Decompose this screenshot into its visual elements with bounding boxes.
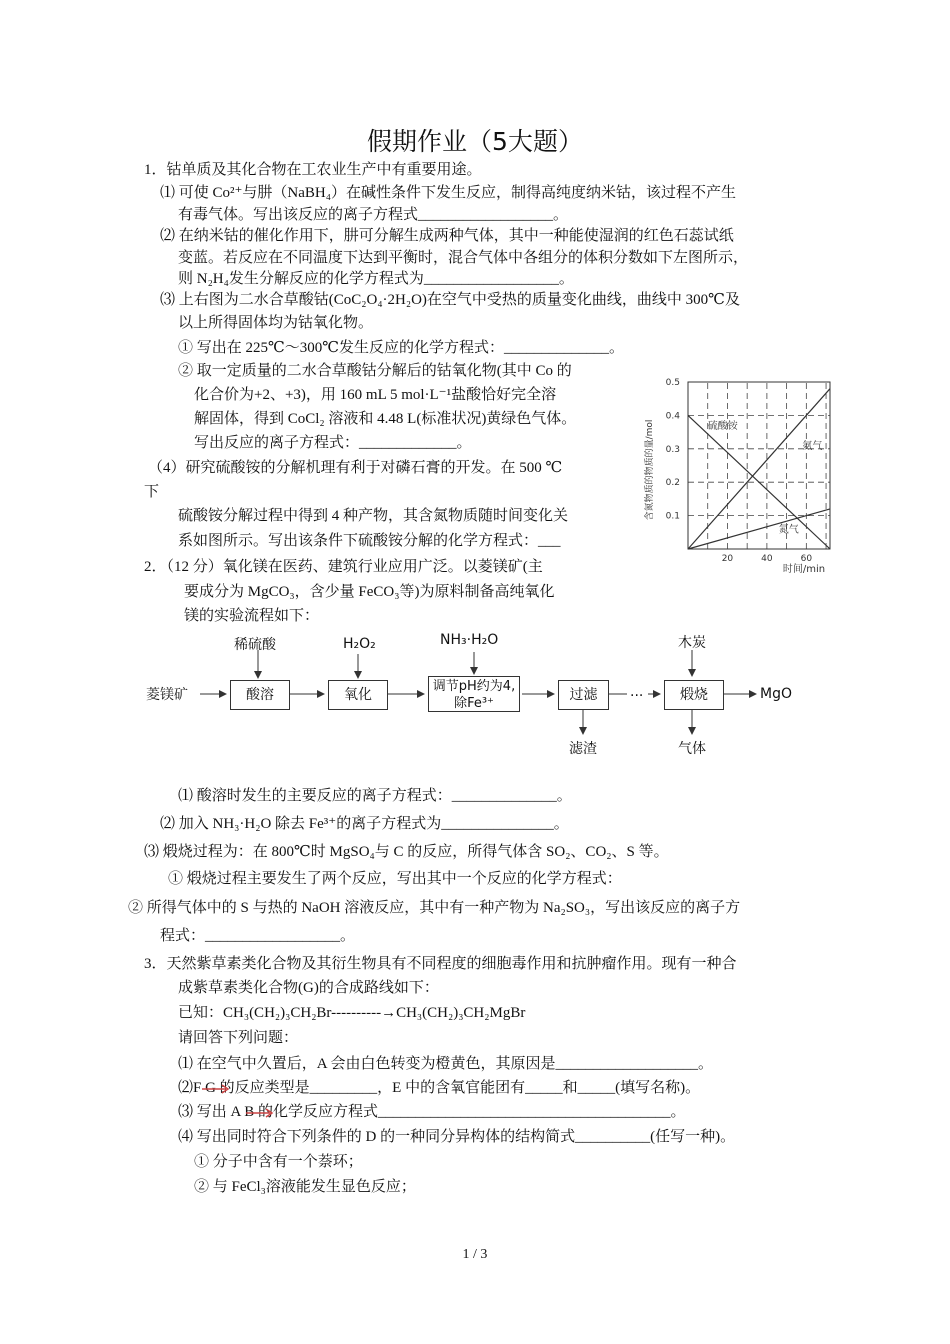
chart-series-label: 氨气	[802, 440, 823, 452]
q3-part3: ⑶ 写出 A B 的化学反应方程式_______________________________________。	[178, 1104, 686, 1120]
chart-y-tick-label: 0.5	[665, 378, 680, 388]
q2-part1: ⑴ 酸溶时发生的主要反应的离子方程式：______________。	[178, 788, 572, 804]
flow-step-acid-dissolve: 酸溶	[230, 680, 290, 710]
q1-part3-sub2-line1: ② 取一定质量的二水合草酸钴分解后的钴氧化物(其中 Co 的	[178, 363, 572, 379]
q1-part3-sub2-line4: 写出反应的离子方程式：_____________。	[194, 435, 472, 451]
chart-series-line	[688, 389, 830, 549]
flow-diagram	[140, 628, 820, 758]
chart-y-tick-label: 0.2	[665, 478, 680, 489]
q2-part3-sub2-line2: 程式：__________________。	[160, 928, 356, 944]
chart-x-tick-label: 20	[721, 554, 734, 564]
q2-part3: ⑶ 煅烧过程为：在 800℃时 MgSO₄与 C 的反应，所得气体含 SO₂、CO₂、S 等。	[144, 844, 669, 860]
chart-x-tick-label: 40	[761, 554, 773, 564]
q1-part3-line2: 以上所得固体均为钴氧化物。	[178, 315, 374, 331]
q1-part4-line2: 下	[144, 484, 160, 500]
q3-part4: ⑷ 写出同时符合下列条件的 D 的一种同分异构体的结构简式__________(任写一种)。	[178, 1129, 736, 1145]
q1-part2-line3: 则 N₂H₄发生分解反应的化学方程式为__________________。	[178, 271, 574, 287]
flow-ellipsis: ...	[630, 684, 644, 700]
q1-part3-sub2-line2: 化合价为+2、+3)，用 160 mL 5 mol·L⁻¹盐酸恰好完全溶	[194, 387, 557, 403]
flow-step-oxidize: 氧化	[328, 680, 388, 710]
flow-product-mgo: MgO	[760, 686, 792, 702]
chart-series-label: 氮气	[778, 524, 799, 536]
q2-stem-line3: 镁的实验流程如下：	[184, 608, 320, 624]
chart-x-tick-label: 60	[800, 554, 813, 564]
q1-part3-sub2-line3: 解固体，得到 CoCl₂ 溶液和 4.48 L(标准状况)黄绿色气体。	[194, 411, 577, 427]
flow-start-label: 菱镁矿	[146, 687, 188, 703]
flow-step-adjust-ph: 调节pH约为4,除Fe³⁺	[428, 676, 520, 712]
flow-reagent-charcoal: 木炭	[678, 635, 706, 651]
flow-reagent-sulfuric-acid: 稀硫酸	[234, 637, 276, 653]
nitrogen-species-chart	[632, 370, 842, 580]
q1-part4-line3: 硫酸铵分解过程中得到 4 种产物，其含氮物质随时间变化关	[178, 508, 569, 524]
q1-stem: 1．钴单质及其化合物在工农业生产中有重要用途。	[144, 162, 482, 178]
q1-part1-line1: ⑴ 可使 Co²⁺与肼（NaBH₄）在碱性条件下发生反应，制得高纯度纳米钴，该过程不产生	[160, 185, 736, 201]
q1-part3-line1: ⑶ 上右图为二水合草酸钴(CoC₂O₄·2H₂O)在空气中受热的质量变化曲线，曲线中 300℃及	[160, 292, 740, 308]
q3-prompt: 请回答下列问题：	[178, 1030, 299, 1046]
reaction-arrow-icon	[244, 1108, 274, 1118]
q2-part3-sub2-line1: ② 所得气体中的 S 与热的 NaOH 溶液反应，其中有一种产物为 Na₂SO₃，写出该反应的离子方	[128, 900, 741, 916]
q1-part3-sub1: ① 写出在 225℃～300℃发生反应的化学方程式：______________。	[178, 340, 625, 356]
q2-part3-sub1: ① 煅烧过程主要发生了两个反应，写出其中一个反应的化学方程式：	[168, 871, 622, 887]
flow-reagent-ammonia: NH₃·H₂O	[440, 632, 499, 648]
q2-part2: ⑵ 加入 NH₃·H₂O 除去 Fe³⁺的离子方程式为_______________。	[160, 816, 569, 832]
q2-stem-line2: 要成分为 MgCO₃，含少量 FeCO₃等)为原料制备高纯氧化	[184, 584, 555, 600]
q3-part2: ⑵F G 的反应类型是_________，E 中的含氧官能团有_____和_____(填写名称)。	[178, 1080, 701, 1096]
flow-byproduct-residue: 滤渣	[569, 741, 597, 757]
chart-series-label: 硫酸铵	[707, 420, 738, 432]
q3-known: 已知：CH₃(CH₂)₃CH₂Br----------→CH₃(CH₂)₃CH₂MgBr	[178, 1005, 526, 1021]
q3-part1: ⑴ 在空气中久置后，A 会由白色转变为橙黄色，其原因是___________________。	[178, 1056, 714, 1072]
flow-byproduct-gas: 气体	[678, 741, 706, 757]
page-number: 1 / 3	[462, 1247, 488, 1262]
flow-step-filter: 过滤	[558, 680, 609, 710]
chart-y-tick-label: 0.3	[665, 444, 680, 455]
q1-part2-line1: ⑵ 在纳米钴的催化作用下，肼可分解生成两种气体，其中一种能使湿润的红色石蕊试纸	[160, 228, 734, 244]
q1-part4-line4: 系如图所示。写出该条件下硫酸铵分解的化学方程式：___	[178, 533, 561, 549]
reaction-arrow-icon	[200, 1084, 230, 1094]
q3-stem-line1: 3．天然紫草素类化合物及其衍生物具有不同程度的细胞毒作用和抗肿瘤作用。现有一种合	[144, 956, 737, 972]
q1-part2-line2: 变蓝。若反应在不同温度下达到平衡时，混合气体中各组分的体积分数如下左图所示，	[178, 250, 749, 266]
page-title: 假期作业（5大题）	[367, 127, 583, 156]
q3-part4-cond2: ② 与 FeCl₃溶液能发生显色反应；	[194, 1179, 416, 1195]
chart-plot-frame	[688, 382, 830, 549]
chart-y-tick-label: 0.1	[665, 511, 680, 522]
q3-part4-cond1: ① 分子中含有一个萘环；	[194, 1154, 363, 1170]
chart-y-axis-label: 含氮物质的物质的量/mol	[645, 419, 655, 521]
q2-stem-line1: 2．（12 分）氧化镁在医药、建筑行业应用广泛。以菱镁矿(主	[144, 559, 543, 575]
chart-x-axis-label: 时间/min	[782, 564, 826, 575]
q3-stem-line2: 成紫草素类化合物(G)的合成路线如下：	[178, 980, 439, 996]
flow-step-calcine: 煅烧	[664, 680, 724, 710]
q1-part4-line1: （4）研究硫酸铵的分解机理有利于对磷石膏的开发。在 500 ℃	[148, 460, 563, 476]
flow-reagent-h2o2: H₂O₂	[343, 636, 376, 652]
chart-y-tick-label: 0.4	[665, 411, 680, 422]
q1-part1-line2: 有毒气体。写出该反应的离子方程式__________________。	[178, 207, 569, 223]
